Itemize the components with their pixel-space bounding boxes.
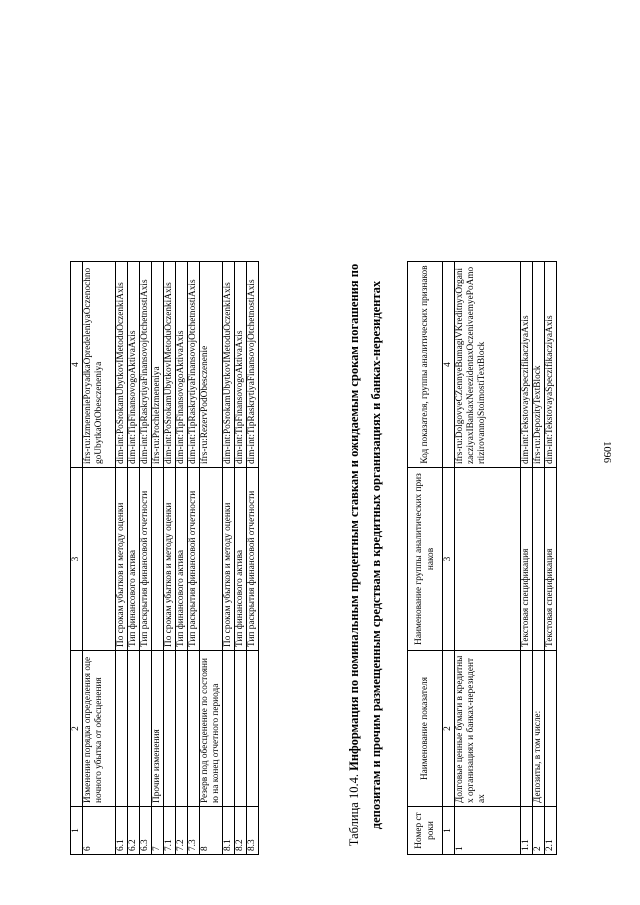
group-name: Текстовая спецификация [521, 468, 533, 651]
indicator-code: dim-int:TipRaskrytiyaFinansovojOtchetnostiAxis [188, 262, 200, 468]
table-row [164, 262, 176, 855]
table-row [152, 262, 164, 855]
indicator-code: dim-int:TekstovayaSpeczifikacziyaAxis [545, 262, 557, 468]
group-name: Тип финансового актива [176, 468, 188, 651]
row-number: 8.3 [247, 807, 259, 855]
row-number: 6 [83, 807, 116, 855]
row-number: 8.1 [223, 807, 235, 855]
row-number: 6.3 [140, 807, 152, 855]
table-row [116, 262, 128, 855]
group-name: Тип раскрытия финансовой отчетности [140, 468, 152, 651]
group-name: Тип финансового актива [235, 468, 247, 651]
indicator-name: Изменение порядка определения оценочного убытка от обесценения [83, 651, 116, 807]
column-number: 1 [71, 807, 83, 855]
column-number: 4 [71, 262, 83, 468]
column-number-row [443, 262, 455, 855]
indicator-code: ifrs-ru:DolgovyeCZennyeBumagiVKreditnyxOrganizacziyaxIBankaxNerezidentaxOczenivaemyePoAmortizirovannojStoimostiTextBlock [455, 262, 521, 468]
header-group-name: Наименование группы аналитических признаков [408, 468, 443, 651]
column-number-row [71, 262, 83, 855]
indicator-code: dim-int:TipFinansovogoAktivaAxis [176, 262, 188, 468]
table-row [521, 262, 533, 855]
indicator-code: dim-int:TekstovayaSpeczifikacziyaAxis [521, 262, 533, 468]
group-name [200, 468, 223, 651]
table-row [200, 262, 223, 855]
group-name: По срокам убытков и методу оценки [116, 468, 128, 651]
column-number: 4 [443, 262, 455, 468]
indicator-code: dim-int:PoSrokamUbytkovIMetoduOczenkiAxis [164, 262, 176, 468]
table-10-4 [407, 261, 557, 855]
group-name: Текстовая спецификация [545, 468, 557, 651]
header-indicator-name: Наименование показателя [408, 651, 443, 807]
column-number: 1 [443, 807, 455, 855]
group-name: По срокам убытков и методу оценки [223, 468, 235, 651]
header-indicator-code: Код показателя, группы аналитических признаков [408, 262, 443, 468]
group-name: Тип финансового актива [128, 468, 140, 651]
indicator-code: dim-int:TipRaskrytiyaFinansovojOtchetnostiAxis [140, 262, 152, 468]
indicator-name [164, 651, 176, 807]
table-row [140, 262, 152, 855]
row-number: 7.1 [164, 807, 176, 855]
group-name: По срокам убытков и методу оценки [164, 468, 176, 651]
indicator-code: dim-int:TipFinansovogoAktivaAxis [128, 262, 140, 468]
indicator-name [235, 651, 247, 807]
group-name: Тип раскрытия финансовой отчетности [247, 468, 259, 651]
column-number: 3 [443, 468, 455, 651]
indicator-name [140, 651, 152, 807]
row-number: 6.1 [116, 807, 128, 855]
group-name [533, 468, 545, 651]
group-name: Тип раскрытия финансовой отчетности [188, 468, 200, 651]
table-row [83, 262, 116, 855]
indicator-code: ifrs-ru:RezervPodObesczenenie [200, 262, 223, 468]
table-continuation [70, 261, 259, 855]
column-number: 2 [71, 651, 83, 807]
table-row [176, 262, 188, 855]
indicator-name [521, 651, 533, 807]
caption-lead: Таблица 10.4. [347, 770, 361, 847]
row-number: 2 [533, 807, 545, 855]
column-number: 3 [71, 468, 83, 651]
row-number: 8 [200, 807, 223, 855]
indicator-name [188, 651, 200, 807]
row-number: 1 [455, 807, 521, 855]
indicator-code: ifrs-ru:IzmeneniePoryadkaOpredeleniyaOczenochnogoUbytkaOtObesczeneniya [83, 262, 116, 468]
indicator-name: Прочие изменения [152, 651, 164, 807]
indicator-name: Резерв под обесценение по состоянию на конец отчетного периода [200, 651, 223, 807]
group-name [152, 468, 164, 651]
indicator-code: dim-int:TipRaskrytiyaFinansovojOtchetnostiAxis [247, 262, 259, 468]
indicator-code: ifrs-ru:ProchieIzmeneniya [152, 262, 164, 468]
row-number: 7.3 [188, 807, 200, 855]
indicator-code: dim-int:TipFinansovogoAktivaAxis [235, 262, 247, 468]
table-row [545, 262, 557, 855]
row-number: 7 [152, 807, 164, 855]
table-row [455, 262, 521, 855]
indicator-name [247, 651, 259, 807]
table-row [223, 262, 235, 855]
indicator-code: dim-int:PoSrokamUbytkovIMetoduOczenkiAxis [223, 262, 235, 468]
indicator-name [128, 651, 140, 807]
indicator-code: dim-int:PoSrokamUbytkovIMetoduOczenkiAxis [116, 262, 128, 468]
group-name [83, 468, 116, 651]
row-number: 6.2 [128, 807, 140, 855]
table-caption [343, 255, 387, 855]
row-number: 1.1 [521, 807, 533, 855]
header-row-number: Номер строки [408, 807, 443, 855]
header-row [408, 262, 443, 855]
indicator-name [116, 651, 128, 807]
column-number: 2 [443, 651, 455, 807]
row-number: 7.2 [176, 807, 188, 855]
indicator-name [176, 651, 188, 807]
row-number: 2.1 [545, 807, 557, 855]
table-row [128, 262, 140, 855]
indicator-name: Долговые ценные бумаги в кредитных организациях и банках-нерезидентах [455, 651, 521, 807]
indicator-name [545, 651, 557, 807]
row-number: 8.2 [235, 807, 247, 855]
table-row [247, 262, 259, 855]
table-row [188, 262, 200, 855]
rotated-page-content [70, 45, 630, 855]
table-row [235, 262, 247, 855]
caption-title: Информация по номинальным процентным ставкам и ожидаемым срокам погашения по депозитам и прочим размещенным средствам в кредитных организациях и банках-нерезидентах [347, 263, 383, 830]
indicator-code: ifrs-ru:DepozityTextBlock [533, 262, 545, 468]
group-name [455, 468, 521, 651]
page-number: 1096 [601, 441, 613, 463]
table-row [533, 262, 545, 855]
indicator-name [223, 651, 235, 807]
indicator-name: Депозиты, в том числе: [533, 651, 545, 807]
